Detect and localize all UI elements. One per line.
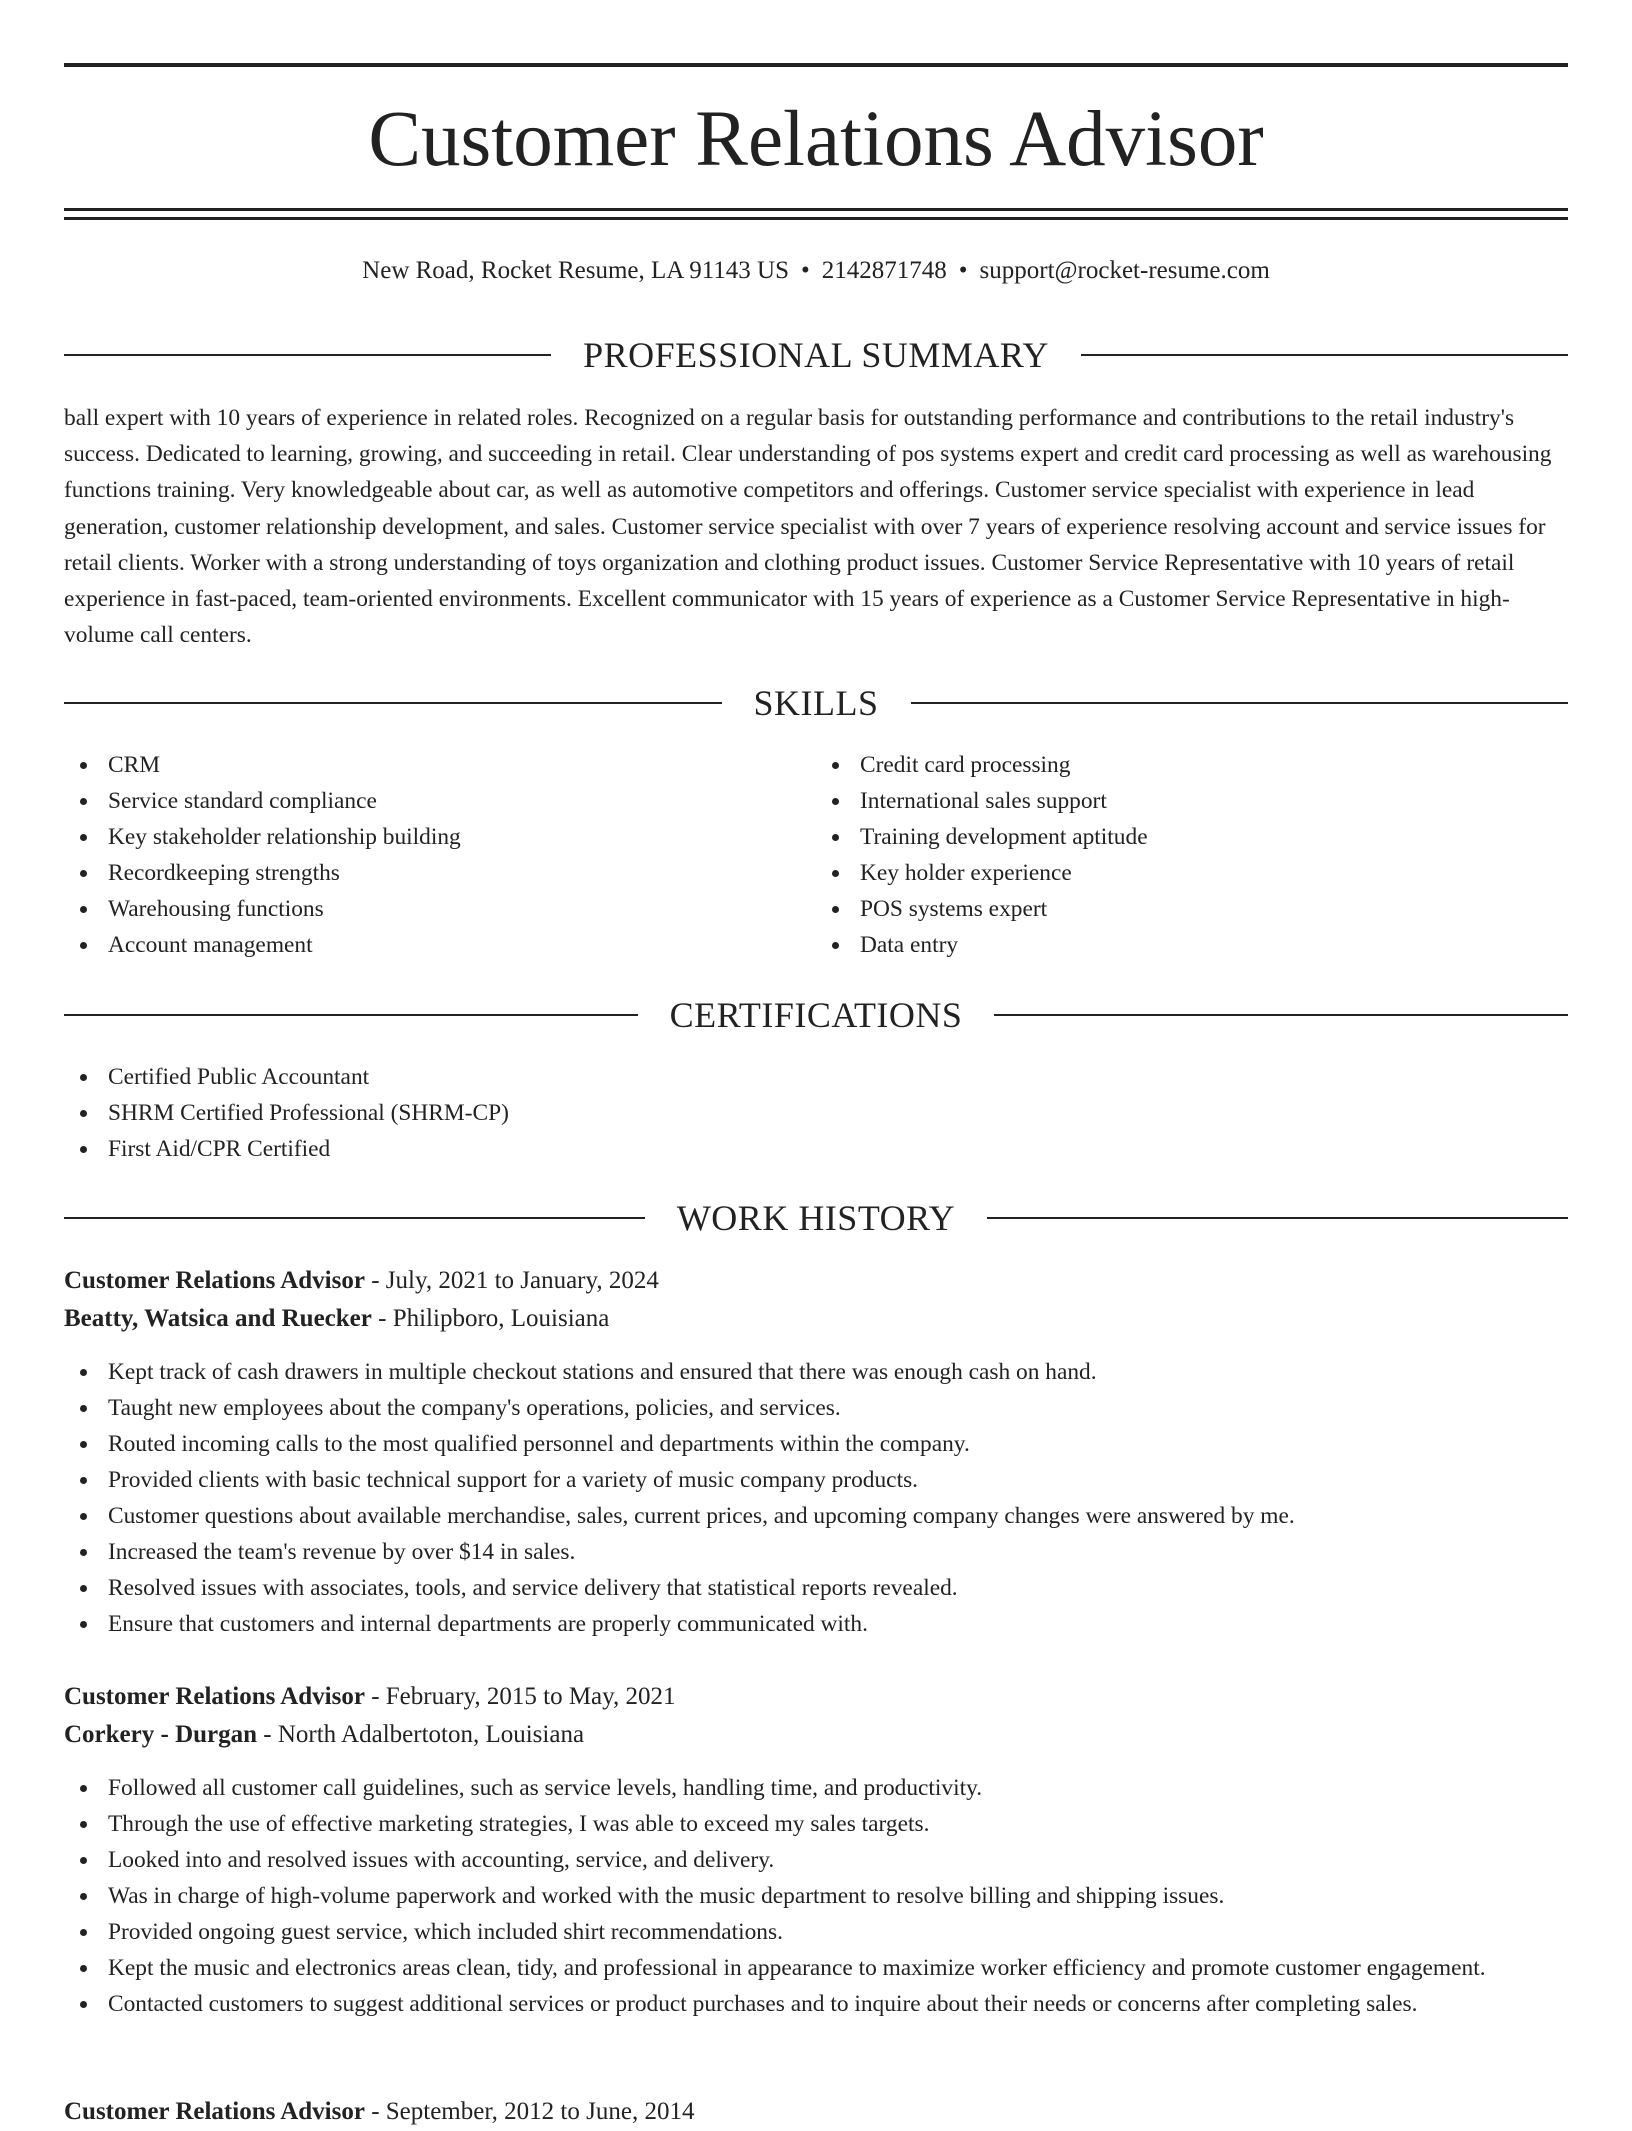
section-heading-skills xyxy=(64,681,1568,725)
job-duty-item: Provided clients with basic technical support for a variety of music company products. xyxy=(64,1462,1568,1498)
skills-list-left xyxy=(64,747,816,963)
heading-rule-left xyxy=(64,1217,645,1219)
certification-item: SHRM Certified Professional (SHRM-CP) xyxy=(64,1095,1568,1131)
job-duty-item: Customer questions about available merchandise, sales, current prices, and upcoming company changes were answered by me. xyxy=(64,1498,1568,1534)
section-title-certifications: CERTIFICATIONS xyxy=(669,995,963,1035)
job-location: - North Adalbertoton, Louisiana xyxy=(257,1721,585,1748)
skill-item: Service standard compliance xyxy=(64,783,816,819)
job-title: Customer Relations Advisor xyxy=(64,2098,365,2125)
skill-item: Training development aptitude xyxy=(816,819,1568,855)
job-duties-list xyxy=(64,1354,1568,1642)
heading-rule-right xyxy=(994,1014,1568,1016)
skill-item: International sales support xyxy=(816,783,1568,819)
skills-list-right xyxy=(816,747,1568,963)
contact-separator: • xyxy=(800,257,810,284)
job-duty-item: Routed incoming calls to the most qualified personnel and departments within the company. xyxy=(64,1426,1568,1462)
contact-separator: • xyxy=(958,257,968,284)
job-duty-item: Kept the music and electronics areas clean, tidy, and professional in appearance to maximize worker efficiency and promote customer engagement. xyxy=(64,1950,1568,1986)
job-dates: - July, 2021 to January, 2024 xyxy=(364,1267,659,1294)
heading-rule-left xyxy=(64,1014,638,1016)
job-duty-item: Looked into and resolved issues with accounting, service, and delivery. xyxy=(64,1842,1568,1878)
summary-text: ball expert with 10 years of experience in related roles. Recognized on a regular basis for outstanding performance and contributions to the retail industry's success. Dedicated to learning, growing, and succeeding in retail. Clear understanding of pos systems expert and credit card processing as well as warehousing functions training. Very knowledgeable about car, as well as automotive competitors and offerings. Customer service specialist with experience in lead generation, customer relationship development, and sales. Customer service specialist with over 7 years of experience resolving account and service issues for retail clients. Worker with a strong understanding of toys organization and clothing product issues. Customer Service Representative with 10 years of retail experience in fast-paced, team-oriented environments. Excellent communicator with 15 years of experience as a Customer Service Representative in high-volume call centers. xyxy=(64,405,1552,649)
skill-item: POS systems expert xyxy=(816,891,1568,927)
job-duty-item: Followed all customer call guidelines, such as service levels, handling time, and productivity. xyxy=(64,1770,1568,1806)
header-top-rule xyxy=(64,63,1568,67)
job-company-line xyxy=(64,1716,1568,1754)
heading-rule-right xyxy=(911,702,1569,704)
job-entry xyxy=(64,2093,1568,2131)
skill-item: Key stakeholder relationship building xyxy=(64,819,816,855)
skill-item: CRM xyxy=(64,747,816,783)
heading-rule-right xyxy=(987,1217,1568,1219)
job-title-line xyxy=(64,1262,1568,1300)
job-company: Beatty, Watsica and Ruecker xyxy=(64,1305,372,1332)
job-entry xyxy=(64,1262,1568,1642)
certification-item: First Aid/CPR Certified xyxy=(64,1131,1568,1167)
contact-address: New Road, Rocket Resume, LA 91143 US xyxy=(362,257,789,284)
job-duty-item: Kept track of cash drawers in multiple checkout stations and ensured that there was enough cash on hand. xyxy=(64,1354,1568,1390)
skill-item: Data entry xyxy=(816,927,1568,963)
job-duties-list xyxy=(64,1770,1568,2022)
header-double-rule xyxy=(64,208,1568,220)
job-duty-item: Through the use of effective marketing strategies, I was able to exceed my sales targets. xyxy=(64,1806,1568,1842)
job-title-line xyxy=(64,1678,1568,1716)
job-duty-item: Was in charge of high-volume paperwork and worked with the music department to resolve billing and shipping issues. xyxy=(64,1878,1568,1914)
skill-item: Account management xyxy=(64,927,816,963)
job-company: Corkery - Durgan xyxy=(64,1721,258,1748)
contact-info xyxy=(64,254,1568,288)
section-title-skills: SKILLS xyxy=(753,683,879,723)
job-duty-item: Ensure that customers and internal departments are properly communicated with. xyxy=(64,1606,1568,1642)
section-heading-work-history xyxy=(64,1196,1568,1240)
section-heading-summary xyxy=(64,333,1568,377)
skill-item: Credit card processing xyxy=(816,747,1568,783)
job-company-line xyxy=(64,1300,1568,1338)
heading-rule-left xyxy=(64,354,551,356)
job-dates: - September, 2012 to June, 2014 xyxy=(364,2098,695,2125)
section-heading-certifications xyxy=(64,993,1568,1037)
job-duty-item: Provided ongoing guest service, which included shirt recommendations. xyxy=(64,1914,1568,1950)
job-title: Customer Relations Advisor xyxy=(64,1683,365,1710)
job-duty-item: Resolved issues with associates, tools, and service delivery that statistical reports revealed. xyxy=(64,1570,1568,1606)
job-duty-item: Taught new employees about the company's operations, policies, and services. xyxy=(64,1390,1568,1426)
job-entry xyxy=(64,1678,1568,2022)
job-duty-item: Increased the team's revenue by over $14 in sales. xyxy=(64,1534,1568,1570)
job-title-line xyxy=(64,2093,1568,2131)
job-duty-item: Contacted customers to suggest additional services or product purchases and to inquire about their needs or concerns after completing sales. xyxy=(64,1986,1568,2022)
certification-item: Certified Public Accountant xyxy=(64,1059,1568,1095)
contact-email: support@rocket-resume.com xyxy=(979,257,1270,284)
job-location: - Philipboro, Louisiana xyxy=(371,1305,610,1332)
certifications-list xyxy=(64,1059,1568,1167)
contact-phone: 2142871748 xyxy=(821,257,947,284)
job-dates: - February, 2015 to May, 2021 xyxy=(364,1683,676,1710)
page-title: Customer Relations Advisor xyxy=(368,96,1264,183)
section-title-summary: PROFESSIONAL SUMMARY xyxy=(583,335,1049,375)
skill-item: Warehousing functions xyxy=(64,891,816,927)
heading-rule-right xyxy=(1081,354,1568,356)
job-title: Customer Relations Advisor xyxy=(64,1267,365,1294)
section-title-work-history: WORK HISTORY xyxy=(676,1198,956,1238)
skill-item: Key holder experience xyxy=(816,855,1568,891)
heading-rule-left xyxy=(64,702,722,704)
skills-grid xyxy=(64,747,1568,963)
skill-item: Recordkeeping strengths xyxy=(64,855,816,891)
